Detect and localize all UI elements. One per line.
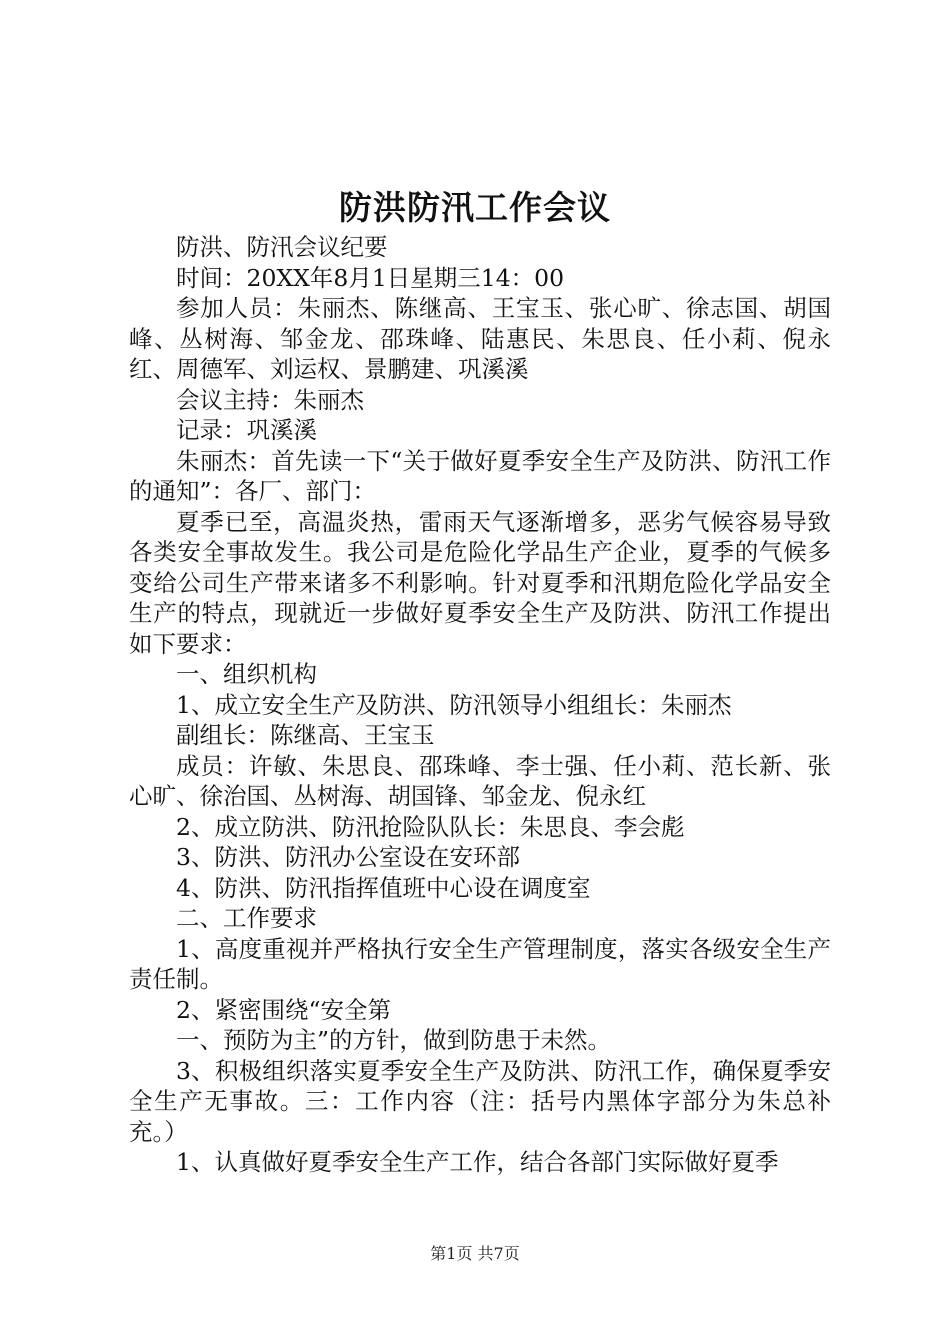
- document-title: 防洪防汛工作会议: [339, 188, 611, 227]
- paragraph: 2、成立防洪、防汛抢险队队长：朱思良、李会彪: [176, 812, 685, 841]
- paragraph: 一、预防为主”的方针，做到防患于未然。: [176, 1026, 612, 1054]
- document-body: [129, 232, 831, 1178]
- paragraph: 1、成立安全生产及防洪、防汛领导小组组长：朱丽杰: [176, 690, 732, 719]
- paragraph: 夏季已至，高温炎热，雷雨天气逐渐增多，恶劣气候容易导致各类安全事故发生。我公司是危险化学品生产企业，夏季的气候多变给公司生产带来诸多不利影响。针对夏季和汛期危险化学品安全生产的特点，现就近一步做好夏季安全生产及防洪、防汛工作提出如下要求：: [129, 507, 831, 658]
- paragraph: 二、工作要求: [176, 904, 317, 932]
- paragraph: 成员：许敏、朱思良、邵珠峰、李士强、任小莉、范长新、张心旷、徐治国、丛树海、胡国锋、邹金龙、倪永红: [129, 751, 831, 810]
- paragraph: 防洪、防汛会议纪要: [176, 233, 388, 261]
- paragraph: 4、防洪、防汛指挥值班中心设在调度室: [176, 873, 591, 902]
- paragraph: 1、高度重视并严格执行安全生产管理制度，落实各级安全生产责任制。: [129, 934, 831, 993]
- paragraph: 参加人员：朱丽杰、陈继高、王宝玉、张心旷、徐志国、胡国峰、丛树海、邹金龙、邵珠峰、陆惠民、朱思良、任小莉、倪永红、周德军、刘运权、景鹏建、巩溪溪: [129, 294, 831, 383]
- paragraph: 3、积极组织落实夏季安全生产及防洪、防汛工作，确保夏季安全生产无事故。三：工作内容（注：括号内黑体字部分为朱总补充。）: [129, 1056, 831, 1146]
- paragraph: 一、组织机构: [176, 660, 317, 688]
- paragraph: 3、防洪、防汛办公室设在安环部: [176, 843, 520, 871]
- paragraph: 1、认真做好夏季安全生产工作，结合各部门实际做好夏季: [176, 1148, 779, 1176]
- paragraph: 2、紧密围绕“安全第: [176, 995, 391, 1024]
- paragraph: 记录：巩溪溪: [176, 416, 317, 444]
- paragraph: 副组长：陈继高、王宝玉: [176, 721, 435, 749]
- paragraph: 时间：20XX年8月1日星期三14：00: [176, 263, 565, 292]
- paragraph: 朱丽杰：首先读一下“关于做好夏季安全生产及防洪、防汛工作的通知”：各厂、部门：: [129, 446, 831, 505]
- paragraph: 会议主持：朱丽杰: [176, 385, 364, 414]
- page-number-footer: 第1页 共7页: [430, 1244, 520, 1263]
